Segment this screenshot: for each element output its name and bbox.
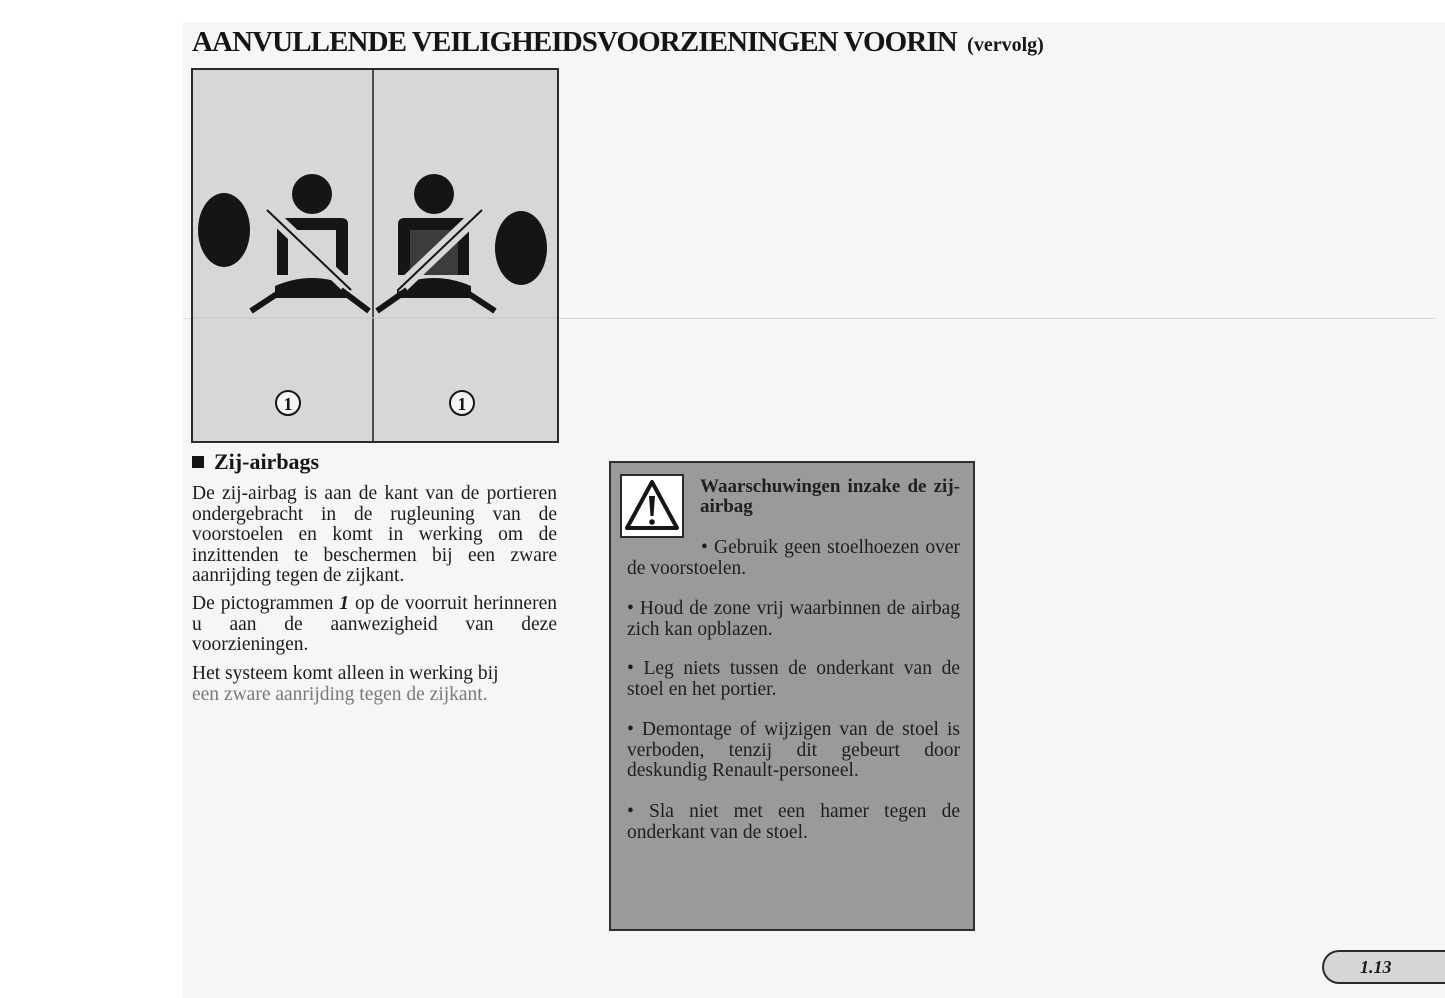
- callout-1-right: [450, 391, 474, 415]
- warning-item-covers: • Gebruik geen stoelhoezen over de voorstoelen.: [627, 537, 960, 579]
- paragraph-activation: [192, 664, 557, 705]
- paragraph-pictograms-lead: De pictogrammen: [192, 593, 340, 614]
- warning-title: Waarschuwingen inzake de zij-airbag: [700, 476, 960, 517]
- section-heading: [192, 449, 319, 475]
- paragraph-description: De zij-airbag is aan de kant van de portieren ondergebracht in de rugleuning van de voorstoelen en komt in werking om de inzittenden te beschermen bij een zware aanrijding tegen de zijkant.: [192, 483, 557, 586]
- page-title-text: AANVULLENDE VEILIGHEIDSVOORZIENINGEN VOORIN: [192, 26, 957, 58]
- paragraph-pictograms: [192, 594, 557, 656]
- warning-box: [609, 461, 975, 931]
- warning-triangle-glyph: [622, 476, 682, 536]
- page-subtitle: (vervolg): [967, 34, 1044, 56]
- page-number-tab: [1322, 950, 1445, 984]
- figure-illustration: [193, 70, 557, 441]
- warning-item-no-hammer: • Sla niet met een hamer tegen de onderkant van de stoel.: [627, 801, 960, 843]
- airbag-pictogram-figure: [191, 68, 559, 443]
- warning-item-clear-zone: • Houd de zone vrij waarbinnen de airbag zich kan opblazen.: [627, 598, 960, 640]
- section-bullet: [192, 456, 204, 468]
- paragraph-pictograms-tail: op de voorruit herinneren u aan de aanwezigheid van deze voorzieningen.: [192, 593, 557, 655]
- page-number: 1.13: [1360, 957, 1392, 977]
- paragraph-activation-line2: een zware aanrijding tegen de zijkant.: [192, 683, 488, 705]
- callout-1-right-label: 1: [457, 394, 467, 414]
- paragraph-activation-line1: Het systeem komt alleen in werking bij: [192, 663, 499, 684]
- pictogram-reference: 1: [339, 593, 350, 614]
- callout-1-left-label: 1: [283, 394, 293, 414]
- callout-1-left: [276, 391, 300, 415]
- warning-item-nothing-between: • Leg niets tussen de onderkant van de stoel en het portier.: [627, 658, 960, 700]
- warning-triangle-icon: [620, 474, 684, 538]
- section-heading-text: Zij-airbags: [214, 449, 320, 474]
- page-title: [192, 26, 1044, 59]
- warning-item-no-modification: • Demontage of wijzigen van de stoel is verboden, tenzij dit gebeurt door deskundig Renault-personeel.: [627, 719, 960, 781]
